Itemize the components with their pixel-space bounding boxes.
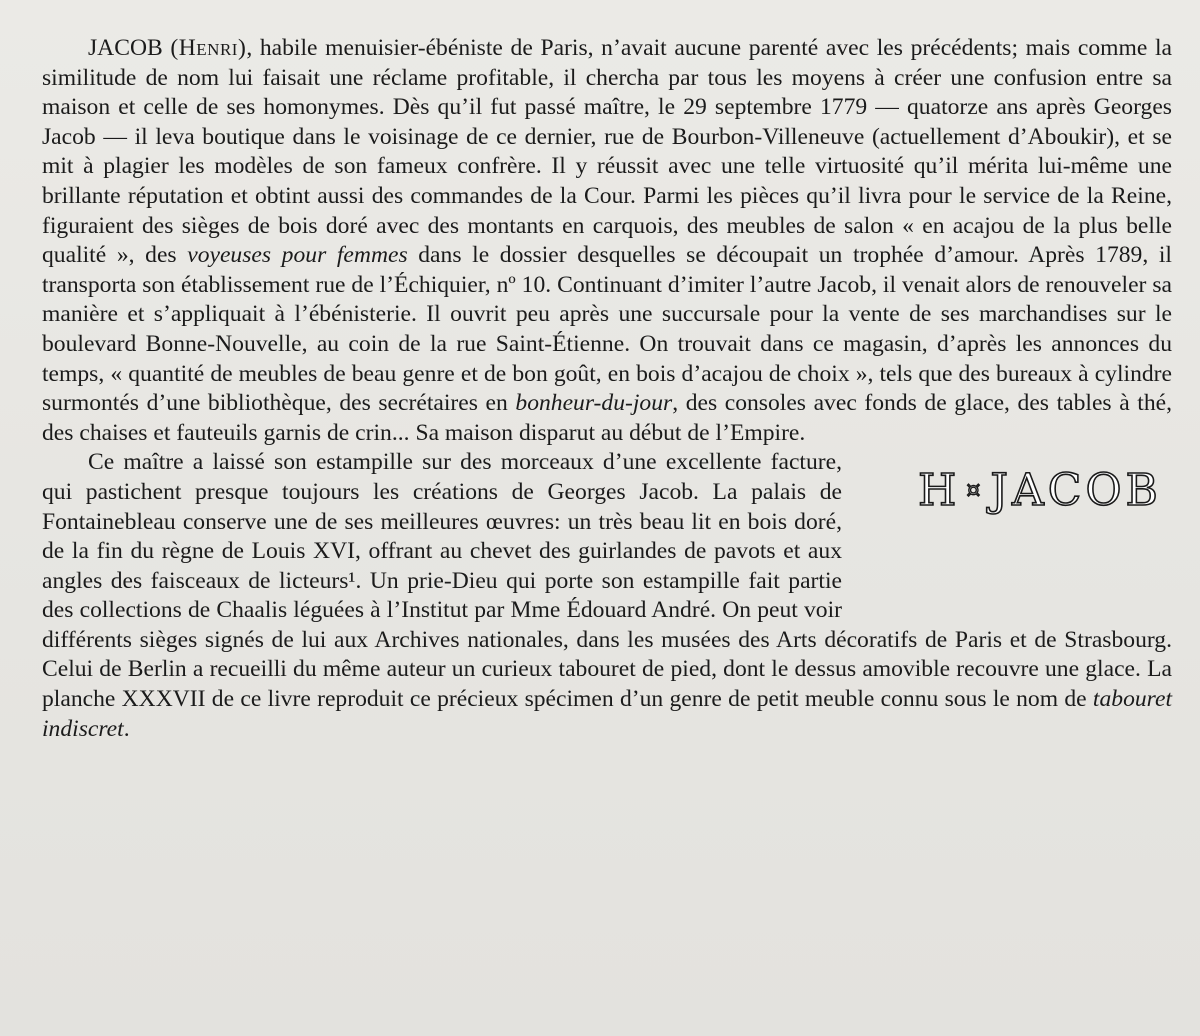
estampille-figure — [852, 465, 1182, 596]
stamp-initial: H — [918, 465, 961, 517]
paragraph2-italic-1: tabouret indiscret — [42, 686, 1172, 742]
page-text — [42, 34, 1172, 744]
paragraph2-text-1: Ce maître a laissé son estampille sur des morceaux d’une excellente facture, qui pastichent presque toujours les créations de Georges Jacob. La palais de Fontainebleau conserve une de ses meilleures œuvres: un très beau lit en bois doré, de la fin du règne de Louis XVI, offrant au chevet des guirlandes de pavots et aux angles des faisceaux de licteurs¹. Un prie-Dieu qui porte son estampille fait partie des collections de Chaalis léguées à l’Institut par Mme Édouard André. On peut voir différents sièges signés de lui aux Archives nationales, dans les musées des Arts décoratifs de Paris et de Strasbourg. Celui de Berlin a recueilli du même auteur un curieux tabouret de pied, dont le dessus amovible recouvre une glace. La planche XXXVII de ce livre reproduit ce précieux spécimen d’un genre de petit meuble connu sous le nom de — [42, 449, 1172, 713]
paragraph1-text-2: dans le dossier desquelles se découpait un trophée d’amour. Après 1789, il transporta son établissement rue de l’Échiquier, nº 10. Continuant d’imiter l’autre Jacob, il venait alors de renouveler sa manière et s’appliquait à l’ébénisterie. Il ouvrit peu après une succursale pour la vente de ses marchandises sur le boulevard Bonne-Nouvelle, au coin de la rue Saint-Étienne. On trouvait dans ce magasin, d’après les annonces du temps, « quantité de meubles de beau genre et de bon goût, en bois d’acajou de choix », tels que des bureaux à cylindre surmontés d’une bibliothèque, des secrétaires en — [42, 242, 1172, 417]
stamp-surname: JACOB — [990, 465, 1162, 517]
entry-firstname: (Henri) — [170, 35, 247, 61]
entry-name: JACOB — [88, 35, 163, 61]
paragraph1-text-3: , des consoles avec fonds de glace, des tables à thé, des chaises et fauteuils garnis de crin... Sa maison disparut au début de l’Empire. — [42, 390, 1172, 446]
paragraph1-text-1: , habile menuisier-ébéniste de Paris, n’avait aucune parenté avec les précédents; mais comme la similitude de nom lui faisait une réclame profitable, il chercha par tous les moyens à créer une confusion entre sa maison et celle de ses homonymes. Dès qu’il fut passé maître, le 29 septembre 1779 — quatorze ans après Georges Jacob — il leva boutique dans le voisinage de ce dernier, rue de Bourbon-Villeneuve (actuellement d’Aboukir), et se mit à plagier les modèles de son fameux confrère. Il y réussit avec une telle virtuosité qu’il mérita lui-même une brillante réputation et obtint aussi des commandes de la Cour. Parmi les pièces qu’il livra pour le service de la Reine, figuraient des sièges de bois doré avec des montants en carquois, des meubles de salon « en acajou de la plus belle qualité », des — [42, 35, 1172, 269]
estampille-stamp — [872, 465, 1162, 517]
paragraph-estampille — [42, 448, 1172, 744]
paragraph2-text-2: . — [123, 715, 130, 742]
paragraph-henri-jacob — [42, 34, 1172, 448]
paragraph1-italic-1: voyeuses pour femmes — [187, 242, 408, 269]
paragraph1-italic-2: bonheur-du-jour — [515, 390, 673, 417]
stamp-separator-mark: ¤ — [966, 478, 985, 504]
